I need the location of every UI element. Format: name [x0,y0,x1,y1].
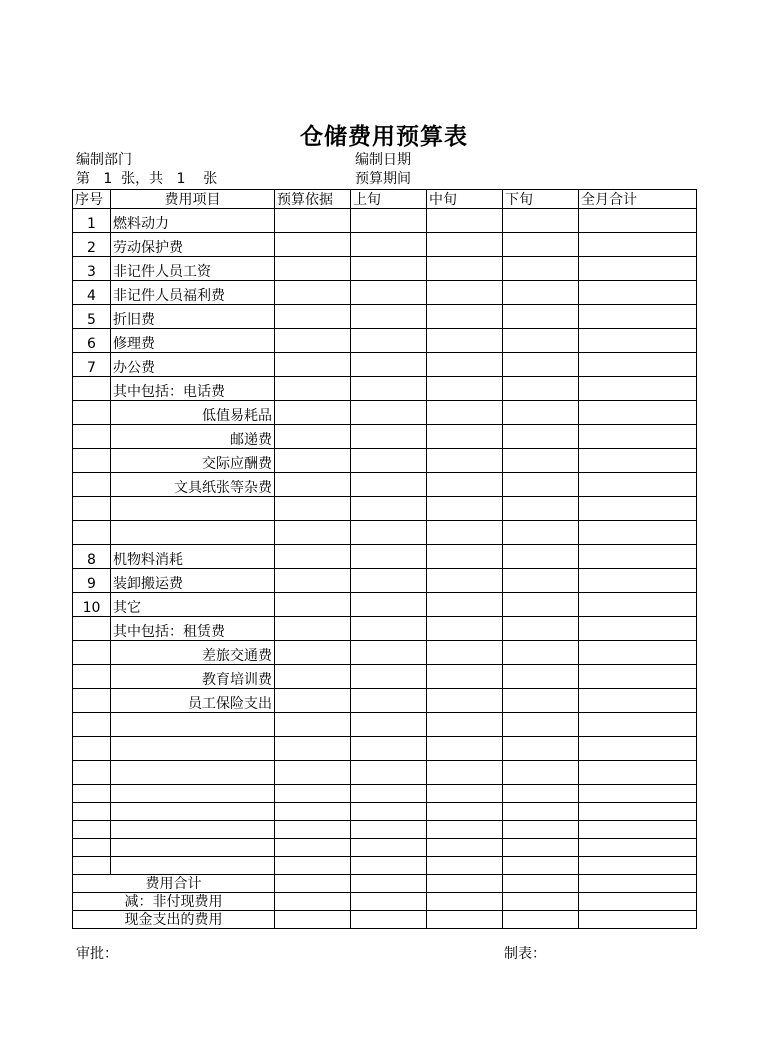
table-cell[interactable] [275,209,351,233]
row-seq: 2 [73,233,111,257]
header-row [73,190,697,209]
table-cell[interactable] [503,305,579,329]
table-cell[interactable] [579,803,697,821]
table-cell[interactable] [351,875,427,893]
row-item: 其中包括：电话费 [111,377,275,401]
table-cell[interactable] [427,761,503,785]
table-cell[interactable] [351,713,427,737]
table-cell[interactable] [579,425,697,449]
row-seq [73,497,111,521]
table-cell[interactable] [351,689,427,713]
table-cell[interactable] [351,893,427,911]
row-seq: 6 [73,329,111,353]
table-cell[interactable] [427,803,503,821]
blank-row [73,737,697,761]
table-cell[interactable] [427,569,503,593]
table-row [73,473,697,497]
table-row [73,665,697,689]
table-cell[interactable] [579,593,697,617]
table-cell[interactable] [579,473,697,497]
table-cell[interactable] [579,713,697,737]
table-cell[interactable] [579,821,697,839]
budget-table [72,189,697,929]
table-cell[interactable] [503,617,579,641]
row-item: 非记件人员福利费 [111,281,275,305]
table-cell[interactable] [351,569,427,593]
table-cell[interactable] [427,521,503,545]
table-cell[interactable] [427,785,503,803]
table-cell[interactable] [351,233,427,257]
table-cell[interactable] [503,689,579,713]
row-seq: 4 [73,281,111,305]
table-cell[interactable] [351,473,427,497]
blank-row [73,803,697,821]
table-cell[interactable] [275,401,351,425]
table-cell[interactable] [111,737,275,761]
table-cell[interactable] [427,233,503,257]
row-seq [73,449,111,473]
row-item [111,521,275,545]
table-cell[interactable] [427,377,503,401]
table-cell[interactable] [579,857,697,875]
table-cell[interactable] [579,617,697,641]
table-cell[interactable] [275,665,351,689]
table-cell[interactable] [351,785,427,803]
row-seq [73,617,111,641]
table-cell[interactable] [427,593,503,617]
table-cell[interactable] [579,893,697,911]
row-item: 教育培训费 [111,665,275,689]
sheet-label: 第 1 张，共 1 张 [76,171,218,187]
row-item: 机物料消耗 [111,545,275,569]
table-cell[interactable] [503,497,579,521]
table-cell[interactable] [503,761,579,785]
blank-row [73,857,697,875]
table-cell[interactable] [275,425,351,449]
table-cell[interactable] [503,875,579,893]
table-cell[interactable] [111,713,275,737]
table-cell[interactable] [579,839,697,857]
blank-row [73,761,697,785]
table-cell[interactable] [427,737,503,761]
table-cell[interactable] [579,497,697,521]
table-cell[interactable] [579,401,697,425]
header-seq: 序号 [73,190,111,209]
table-cell[interactable] [503,257,579,281]
table-cell[interactable] [427,281,503,305]
table-cell[interactable] [503,545,579,569]
table-cell[interactable] [503,785,579,803]
row-seq: 5 [73,305,111,329]
table-cell[interactable] [503,281,579,305]
table-cell[interactable] [351,545,427,569]
table-cell[interactable] [351,521,427,545]
table-cell[interactable] [275,377,351,401]
table-cell[interactable] [579,449,697,473]
table-cell[interactable] [275,893,351,911]
table-cell[interactable] [351,821,427,839]
table-cell[interactable] [275,449,351,473]
table-cell[interactable] [275,803,351,821]
table-cell[interactable] [503,803,579,821]
table-cell[interactable] [111,857,275,875]
table-cell[interactable] [579,689,697,713]
blank-row [73,785,697,803]
row-item: 邮递费 [111,425,275,449]
table-cell[interactable] [503,425,579,449]
table-row [73,497,697,521]
table-cell[interactable] [275,839,351,857]
table-cell[interactable] [579,233,697,257]
row-seq: 9 [73,569,111,593]
table-cell[interactable] [427,545,503,569]
table-cell[interactable] [427,497,503,521]
table-cell[interactable] [73,713,111,737]
table-cell[interactable] [503,329,579,353]
blank-row [73,839,697,857]
summary-total-label: 费用合计 [73,875,275,893]
table-cell[interactable] [351,425,427,449]
table-cell[interactable] [503,821,579,839]
table-cell[interactable] [579,785,697,803]
header-late: 下旬 [503,190,579,209]
row-seq [73,401,111,425]
summary-row [73,893,697,911]
summary-less-label: 减：非付现费用 [73,893,275,911]
table-cell[interactable] [503,521,579,545]
table-cell[interactable] [275,521,351,545]
approve-label: 审批： [76,946,118,962]
table-cell[interactable] [427,473,503,497]
table-cell[interactable] [503,449,579,473]
table-cell[interactable] [503,911,579,929]
table-cell[interactable] [275,233,351,257]
table-cell[interactable] [275,257,351,281]
table-cell[interactable] [579,761,697,785]
summary-row [73,911,697,929]
row-item: 员工保险支出 [111,689,275,713]
page-title: 仓储费用预算表 [300,123,468,150]
table-cell[interactable] [503,401,579,425]
table-cell[interactable] [503,839,579,857]
row-seq: 8 [73,545,111,569]
budget-body [73,209,697,875]
table-cell[interactable] [111,821,275,839]
row-seq: 1 [73,209,111,233]
table-cell[interactable] [427,665,503,689]
row-seq [73,641,111,665]
table-row [73,425,697,449]
date-label: 编制日期 [355,152,411,168]
table-cell[interactable] [579,257,697,281]
table-cell[interactable] [275,641,351,665]
table-cell[interactable] [503,893,579,911]
row-item: 燃料动力 [111,209,275,233]
table-cell[interactable] [111,839,275,857]
row-item: 装卸搬运费 [111,569,275,593]
table-cell[interactable] [503,713,579,737]
row-item: 其它 [111,593,275,617]
table-cell[interactable] [579,305,697,329]
table-cell[interactable] [351,911,427,929]
table-cell[interactable] [275,305,351,329]
table-row [73,257,697,281]
blank-row [73,713,697,737]
row-seq [73,521,111,545]
table-cell[interactable] [427,689,503,713]
table-cell[interactable] [275,353,351,377]
table-row [73,329,697,353]
table-cell[interactable] [275,281,351,305]
summary-cash-label: 现金支出的费用 [73,911,275,929]
table-cell[interactable] [427,617,503,641]
table-cell[interactable] [503,209,579,233]
row-item: 交际应酬费 [111,449,275,473]
table-cell[interactable] [275,569,351,593]
table-cell[interactable] [275,593,351,617]
table-row [73,617,697,641]
table-row [73,593,697,617]
table-cell[interactable] [351,641,427,665]
table-cell[interactable] [579,329,697,353]
header-item: 费用项目 [111,190,275,209]
table-cell[interactable] [427,893,503,911]
row-item: 劳动保护费 [111,233,275,257]
table-cell[interactable] [351,449,427,473]
table-cell[interactable] [275,545,351,569]
table-cell[interactable] [579,377,697,401]
table-cell[interactable] [427,305,503,329]
table-cell[interactable] [351,593,427,617]
table-row [73,689,697,713]
table-cell[interactable] [351,305,427,329]
row-seq: 7 [73,353,111,377]
table-cell[interactable] [427,821,503,839]
table-cell[interactable] [111,761,275,785]
row-item: 非记件人员工资 [111,257,275,281]
table-cell[interactable] [351,803,427,821]
table-cell[interactable] [503,737,579,761]
table-cell[interactable] [73,785,111,803]
row-item: 低值易耗品 [111,401,275,425]
table-cell[interactable] [351,761,427,785]
table-cell[interactable] [351,377,427,401]
period-label: 预算期间 [355,171,411,187]
table-cell[interactable] [275,875,351,893]
table-cell[interactable] [351,329,427,353]
table-cell[interactable] [579,545,697,569]
row-seq [73,473,111,497]
table-cell[interactable] [111,803,275,821]
table-cell[interactable] [73,737,111,761]
table-cell[interactable] [275,497,351,521]
table-cell[interactable] [427,209,503,233]
table-cell[interactable] [351,209,427,233]
table-cell[interactable] [275,713,351,737]
blank-row [73,821,697,839]
table-cell[interactable] [503,665,579,689]
table-cell[interactable] [427,401,503,425]
table-cell[interactable] [351,665,427,689]
table-cell[interactable] [579,665,697,689]
table-cell[interactable] [579,281,697,305]
table-cell[interactable] [351,497,427,521]
row-item [111,497,275,521]
row-seq [73,689,111,713]
table-cell[interactable] [111,785,275,803]
table-cell[interactable] [503,641,579,665]
table-cell[interactable] [427,353,503,377]
table-cell[interactable] [427,875,503,893]
table-cell[interactable] [275,911,351,929]
table-cell[interactable] [275,329,351,353]
table-cell[interactable] [579,521,697,545]
table-cell[interactable] [275,821,351,839]
table-cell[interactable] [275,737,351,761]
table-row [73,449,697,473]
dept-label: 编制部门 [76,152,132,168]
table-row [73,209,697,233]
table-row [73,281,697,305]
table-row [73,233,697,257]
table-cell[interactable] [427,449,503,473]
table-row [73,353,697,377]
table-cell[interactable] [351,281,427,305]
row-item: 修理费 [111,329,275,353]
header-early: 上旬 [351,190,427,209]
table-cell[interactable] [503,473,579,497]
row-seq [73,665,111,689]
table-cell[interactable] [503,353,579,377]
row-seq [73,377,111,401]
table-cell[interactable] [275,473,351,497]
table-cell[interactable] [503,377,579,401]
table-cell[interactable] [427,257,503,281]
table-cell[interactable] [351,857,427,875]
row-item: 文具纸张等杂费 [111,473,275,497]
row-seq: 10 [73,593,111,617]
table-cell[interactable] [73,857,111,875]
table-row [73,305,697,329]
table-cell[interactable] [579,911,697,929]
table-row [73,521,697,545]
header-basis: 预算依据 [275,190,351,209]
table-cell[interactable] [579,641,697,665]
table-cell[interactable] [427,329,503,353]
table-row [73,569,697,593]
table-cell[interactable] [427,911,503,929]
table-row [73,377,697,401]
table-cell[interactable] [275,857,351,875]
table-row [73,545,697,569]
table-row [73,641,697,665]
header-middle: 中旬 [427,190,503,209]
table-cell[interactable] [351,839,427,857]
table-cell[interactable] [427,713,503,737]
table-cell[interactable] [579,737,697,761]
table-cell[interactable] [275,785,351,803]
table-cell[interactable] [427,425,503,449]
row-item: 差旅交通费 [111,641,275,665]
table-cell[interactable] [503,233,579,257]
table-cell[interactable] [351,617,427,641]
table-cell[interactable] [351,353,427,377]
table-cell[interactable] [275,617,351,641]
summary-body [73,875,697,929]
header-total: 全月合计 [579,190,697,209]
table-cell[interactable] [579,569,697,593]
table-cell[interactable] [275,689,351,713]
row-item: 办公费 [111,353,275,377]
table-cell[interactable] [73,821,111,839]
table-row [73,401,697,425]
table-cell[interactable] [503,857,579,875]
prepared-label: 制表： [504,946,546,962]
table-cell[interactable] [351,257,427,281]
table-cell[interactable] [579,875,697,893]
table-cell[interactable] [73,761,111,785]
table-cell[interactable] [427,839,503,857]
table-cell[interactable] [351,737,427,761]
table-cell[interactable] [579,209,697,233]
row-seq [73,425,111,449]
table-cell[interactable] [73,803,111,821]
table-cell[interactable] [427,857,503,875]
row-seq: 3 [73,257,111,281]
table-cell[interactable] [503,569,579,593]
table-cell[interactable] [579,353,697,377]
summary-row [73,875,697,893]
table-cell[interactable] [73,839,111,857]
table-cell[interactable] [275,761,351,785]
table-cell[interactable] [503,593,579,617]
table-cell[interactable] [351,401,427,425]
row-item: 其中包括：租赁费 [111,617,275,641]
row-item: 折旧费 [111,305,275,329]
table-cell[interactable] [427,641,503,665]
